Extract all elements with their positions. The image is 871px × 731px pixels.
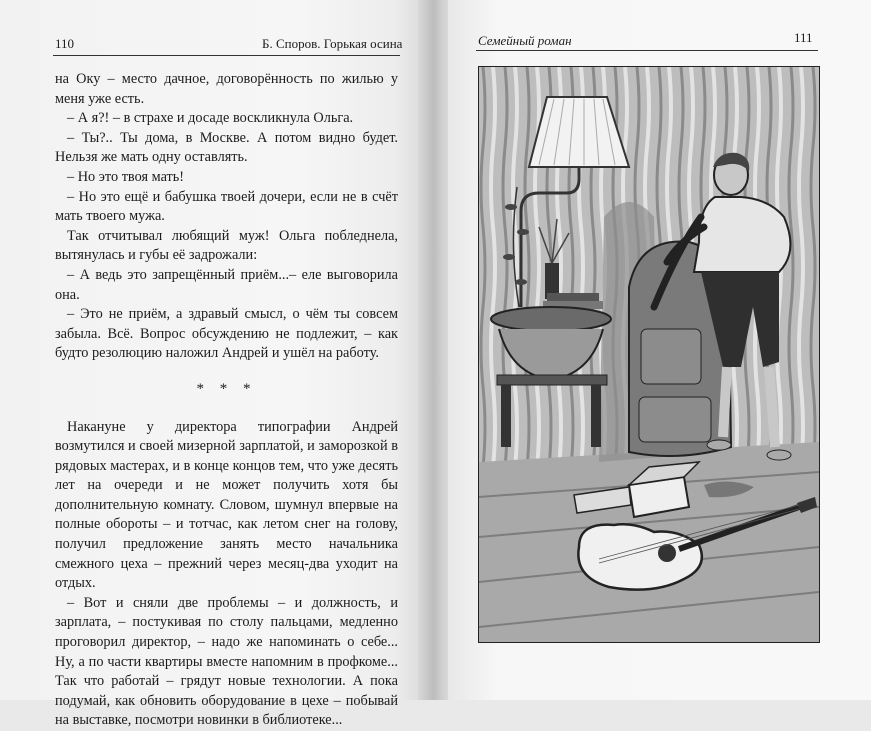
paragraph: Накануне у директора типографии Андрей возмутился и своей мизерной зарплатой, и заморозкой в рядовых мастерах, и в конце концов тем, что уже десять лет на очереди и не может получить хотя бы дополнительную комнату. Словом, шумнул впервые на полные обороты – и тотчас, как летом снег на голову, получил предложение занять место начальника смежного цеха – прежний через месяц-два уходит на отдых. [55,418,398,592]
woman-foot [767,450,791,460]
backpack-pocket [641,329,701,384]
table-leg [501,385,511,447]
left-running-head: Б. Споров. Горькая осина [262,36,403,51]
woman-foot [707,440,731,450]
paragraph: – Но это ещё и бабушка твоей дочери, если не в счёт мать твоего мужа. [55,188,398,225]
paragraph: – Вот и сняли две проблемы – и должность, и зарплата, – постукивая по столу пальцами, медленно проговорил директор, – надо же напоминать о себе... Ну, а по части квартиры вместе напомним в профкоме... Так что работай – грядут новые технологии. А пока подумай, как обновить оборудование в цехе – побывай на выставке, посмотри новинки в библиотеке... [55,594,398,729]
paragraph: – Это не приём, а здравый смысл, о чём ты совсем забыла. Всё. Вопрос обсуждению не подлежит, – как будто резолюцию наложил Андрей и ушёл на работу. [55,306,398,362]
paragraph: – Но это твоя мать! [67,168,185,185]
paragraph: – Ты?.. Ты дома, в Москве. А потом видно будет. Нельзя же мать одну оставлять. [55,129,398,166]
illustration [478,66,820,643]
paragraph: на Оку – место дачное, договорённость по жилью у меня уже есть. [55,71,398,107]
left-page-number: 110 [55,36,75,51]
woman-leg [769,367,775,447]
left-body-text [55,70,398,731]
paragraph: – А ведь это запрещённый приём...– еле выговорила она. [55,266,398,303]
right-head-rule [476,50,818,51]
section-separator: * * * [196,380,257,397]
books-icon [547,293,599,301]
round-table-icon [491,307,611,331]
left-head-rule [53,55,400,56]
paragraph: – А я?! – в страхе и досаде воскликнула Ольга. [67,110,354,127]
right-running-head: Семейный роман [478,33,572,48]
table-leg [591,385,601,447]
paragraph: Так отчитывал любящий муж! Ольга побледнела, вытянулась и губы её задрожали: [55,227,398,264]
woman-blouse [694,197,790,272]
woman-leg [723,367,727,437]
right-page-number: 111 [794,30,813,45]
backpack-pocket [639,397,711,442]
